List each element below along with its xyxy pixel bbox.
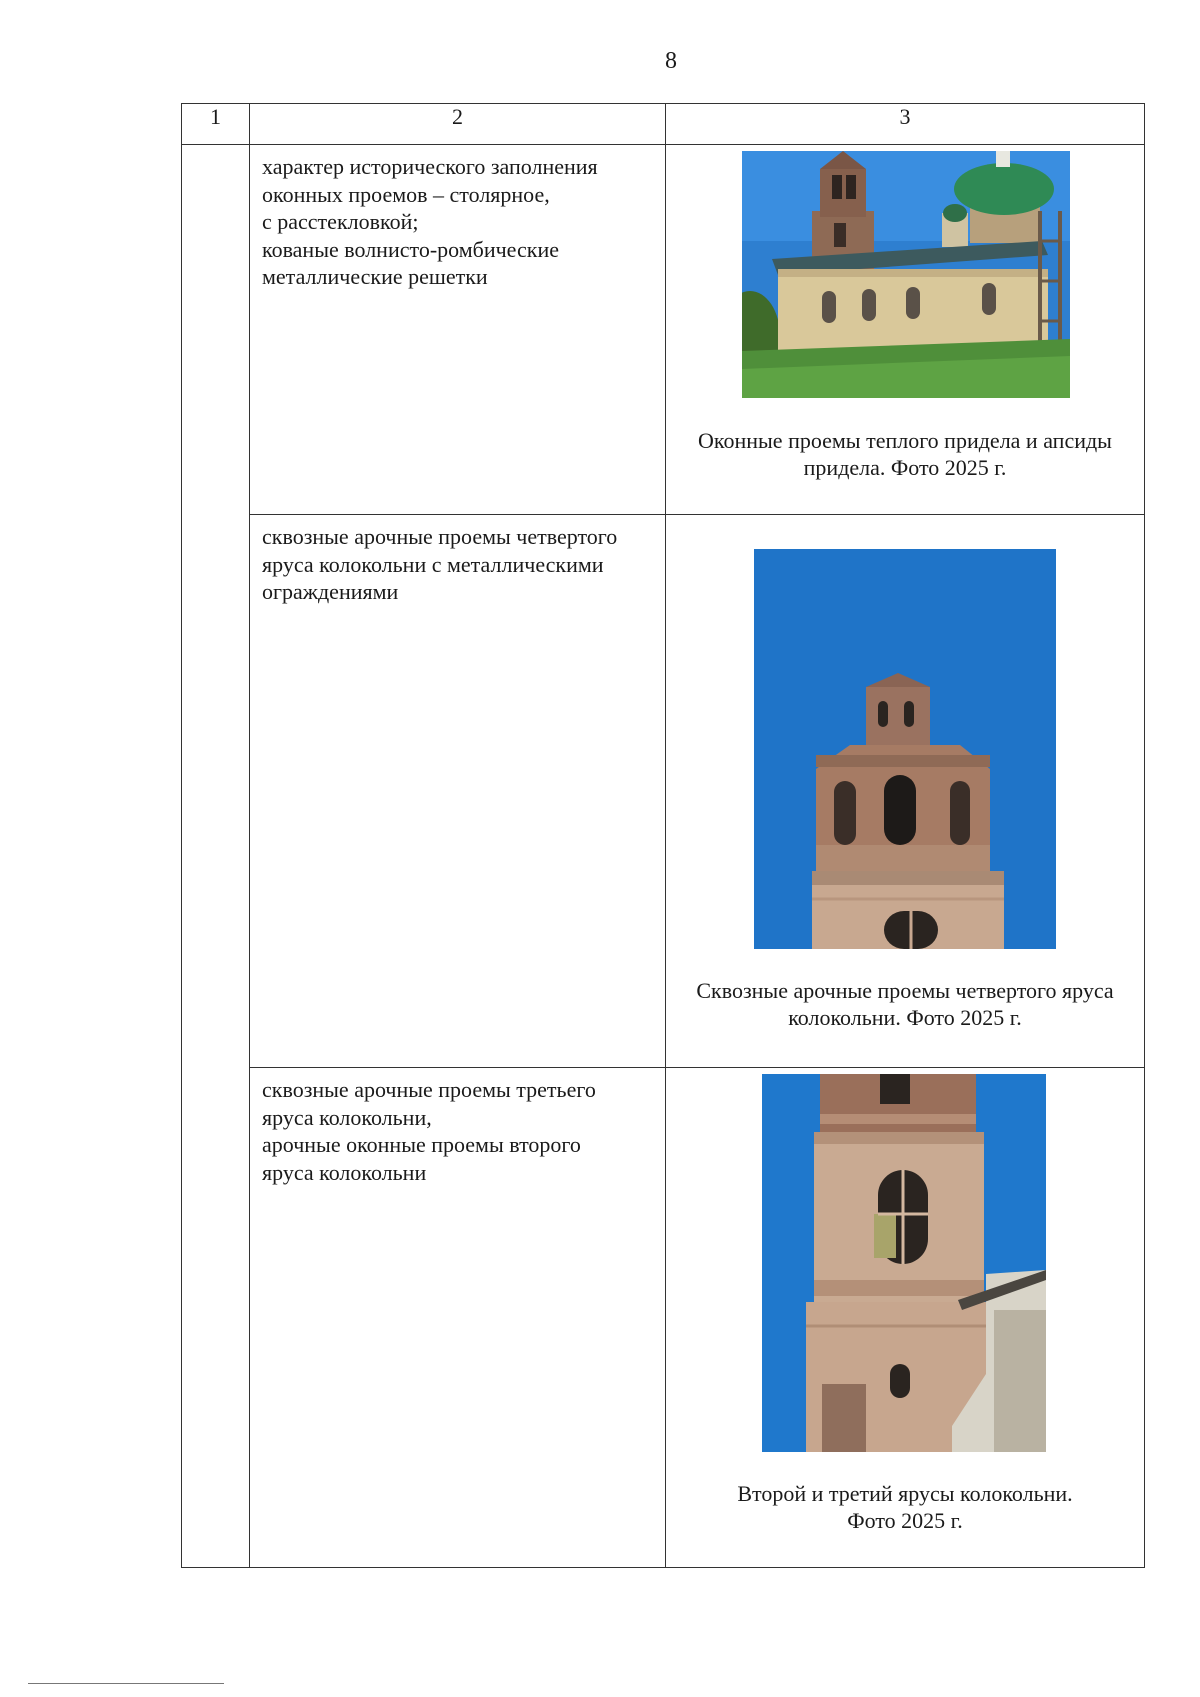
table-row <box>182 515 1145 1068</box>
bell-tower-fourth-tier-photo <box>754 549 1056 949</box>
description-line: кованые волнисто-ромбические <box>262 236 559 262</box>
table-row <box>182 1068 1145 1568</box>
table-header-row <box>182 104 1145 145</box>
description-cell <box>250 1068 666 1568</box>
heritage-table <box>181 103 1145 1568</box>
photo-caption-line: придела. Фото 2025 г. <box>803 455 1007 480</box>
bell-tower-second-third-tiers-photo <box>762 1074 1046 1452</box>
footnote-separator <box>28 1683 224 1684</box>
description-line: сквозные арочные проемы третьего <box>262 1077 596 1102</box>
table-row <box>182 145 1145 515</box>
description-cell <box>250 145 666 515</box>
photo-caption-line: Второй и третий ярусы колокольни. <box>737 1481 1073 1506</box>
header-col-2: 2 <box>250 104 666 145</box>
photo-caption-line: Оконные проемы теплого придела и апсиды <box>698 428 1112 453</box>
description-line: яруса колокольни с металлическими <box>262 551 604 577</box>
photo-cell <box>666 515 1145 1068</box>
description-line: оконных проемов – столярное, <box>262 181 550 207</box>
photo-cell <box>666 1068 1145 1568</box>
page-number: 8 <box>665 48 677 74</box>
photo-caption-line: Сквозные арочные проемы четвертого яруса <box>696 978 1114 1003</box>
header-col-1: 1 <box>182 104 250 145</box>
description-line: сквозные арочные проемы четвертого <box>262 524 618 549</box>
description-line: яруса колокольни, <box>262 1104 432 1130</box>
description-line: характер исторического заполнения <box>262 154 598 179</box>
description-line: яруса колокольни <box>262 1159 427 1185</box>
photo-caption-line: Фото 2025 г. <box>847 1508 963 1533</box>
description-cell <box>250 515 666 1068</box>
description-line: ограждениями <box>262 579 399 604</box>
photo-cell <box>666 145 1145 515</box>
header-col-3: 3 <box>666 104 1145 145</box>
photo-caption-line: колокольни. Фото 2025 г. <box>788 1005 1022 1030</box>
description-line: металлические решетки <box>262 264 488 289</box>
row-number-cell <box>182 145 250 1568</box>
church-side-photo <box>742 151 1070 398</box>
description-line: с расстекловкой; <box>262 209 419 234</box>
description-line: арочные оконные проемы второго <box>262 1132 581 1157</box>
